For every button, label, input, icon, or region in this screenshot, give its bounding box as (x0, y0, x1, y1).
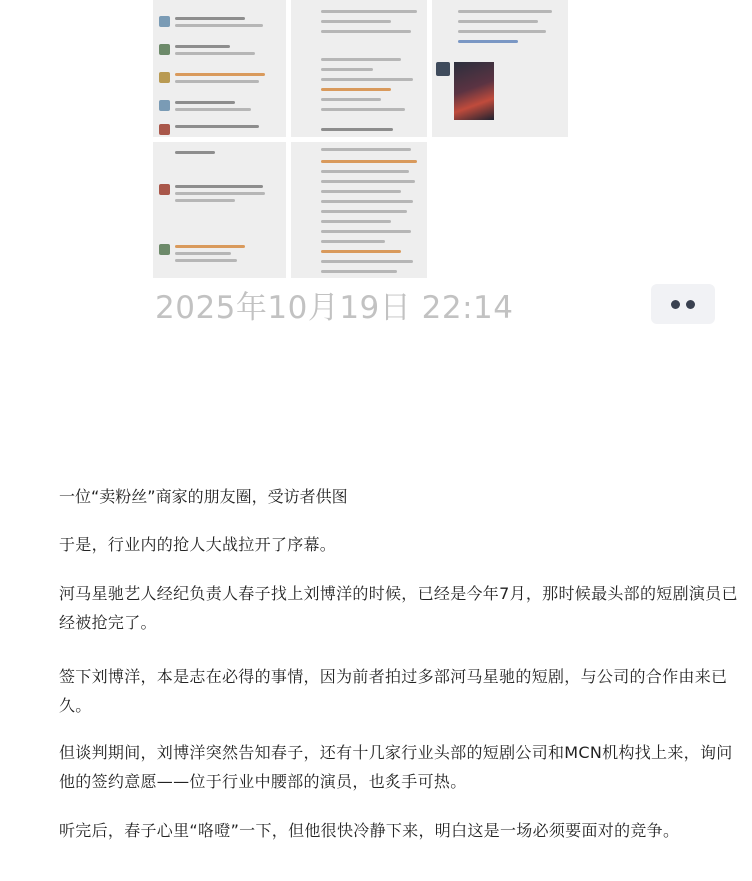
avatar (159, 72, 170, 83)
avatar (159, 124, 170, 135)
article-paragraph: 签下刘博洋，本是志在必得的事情，因为前者拍过多部河马星驰的短剧，与公司的合作由来已久。 (59, 667, 728, 715)
article-paragraph: 听完后，春子心里“咯噔”一下，但他很快冷静下来，明白这是一场必须要面对的竞争。 (59, 821, 680, 840)
article-paragraph: 于是，行业内的抢人大战拉开了序幕。 (59, 535, 337, 554)
screenshot-pane (291, 0, 427, 137)
screenshot-pane (432, 0, 568, 137)
article-paragraph: 但谈判期间，刘博洋突然告知春子，还有十几家行业头部的短剧公司和MCN机构找上来，询问他的签约意愿——位于行业中腰部的演员，也炙手可热。 (59, 743, 733, 791)
avatar (159, 16, 170, 27)
screenshot-pane (153, 142, 286, 278)
more-dots-icon (686, 300, 695, 309)
screenshot-pane (153, 0, 286, 137)
image-caption: 一位“卖粉丝”商家的朋友圈，受访者供图 (59, 487, 348, 506)
poster-thumbnail-image (454, 62, 494, 120)
more-dots-icon (671, 300, 680, 309)
avatar (159, 44, 170, 55)
screenshot-collage-image[interactable] (153, 0, 568, 278)
post-timestamp: 2025年10月19日 22:14 (155, 290, 514, 326)
avatar (436, 62, 450, 76)
screenshot-pane (291, 142, 427, 278)
article-paragraph: 河马星驰艺人经纪负责人春子找上刘博洋的时候，已经是今年7月，那时候最头部的短剧演员已经被抢完了。 (59, 584, 738, 632)
avatar (159, 184, 170, 195)
avatar (159, 244, 170, 255)
avatar (159, 100, 170, 111)
more-options-button[interactable] (651, 284, 715, 324)
